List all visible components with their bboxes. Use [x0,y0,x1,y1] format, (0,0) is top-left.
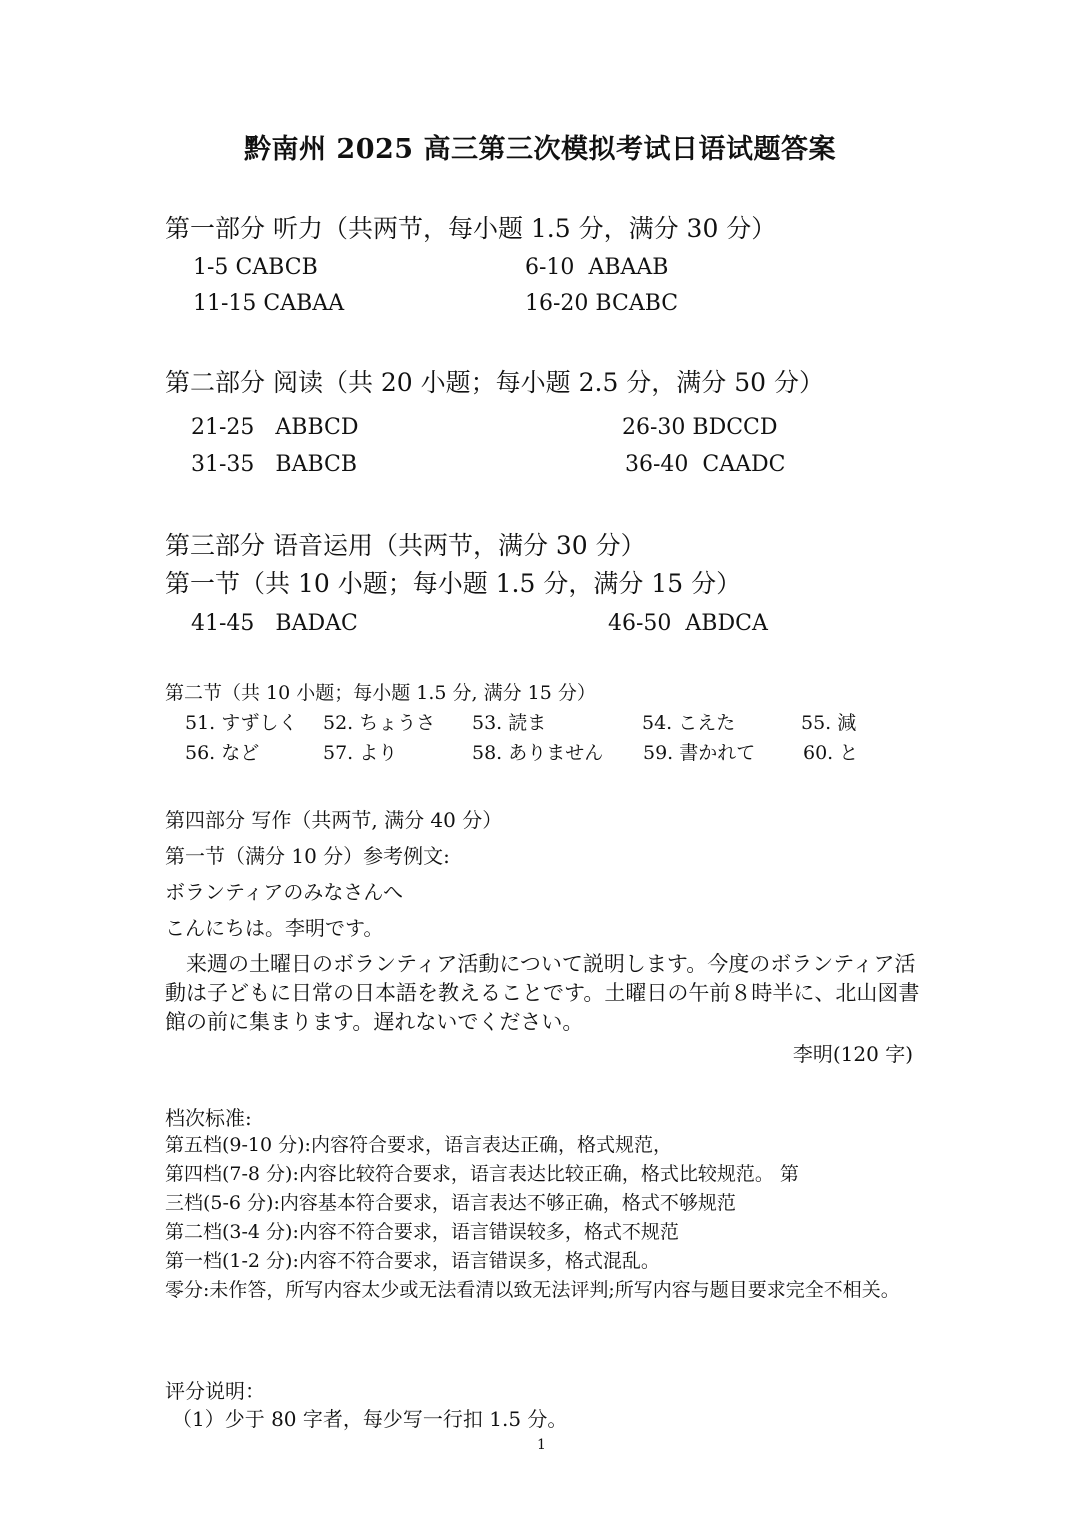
rubric-line-3: 三档(5-6 分):内容基本符合要求，语言表达不够正确，格式不够规范 [165,1192,736,1214]
answer-59: 59. 書かれて [643,742,756,764]
letter-body: 来週の土曜日のボランティア活動について説明します。今度のボランティア活動は子どもに日常の日本語を教えることです。土曜日の午前８時半に、北山図書館の前に集まります。遅れないでください。 [165,952,920,1034]
answer-key: ABDCA [685,611,768,636]
scoring-line-1: （1）少于 80 字者，每少写一行扣 1.5 分。 [172,1407,568,1431]
rubric-line-1: 第一档(1-2 分):内容不符合要求，语言错误多，格式混乱。 [165,1250,660,1272]
part2-heading: 第二部分 阅读（共 20 小题；每小题 2.5 分，满分 50 分） [165,368,825,397]
answer-key: CAADC [702,452,786,477]
answer-58: 58. ありません [472,742,604,764]
rubric-line-2: 第二档(3-4 分):内容不符合要求，语言错误较多，格式不规范 [165,1221,679,1243]
answer-56: 56. など [185,742,260,764]
answer-range: 31-35 [191,452,255,477]
answer-1-5 [193,257,318,279]
answer-41-45 [191,613,358,635]
answer-range: 1-5 [193,255,229,280]
rubric-line-5: 第五档(9-10 分):内容符合要求，语言表达正确，格式规范， [165,1134,672,1156]
page-number: 1 [537,1437,546,1453]
answer-key: BABCB [275,452,358,477]
letter-intro: こんにちは。李明です。 [165,916,384,940]
part3-section1-heading: 第一节（共 10 小题；每小题 1.5 分，满分 15 分） [165,569,742,598]
part1-heading: 第一部分 听力（共两节，每小题 1.5 分，满分 30 分） [165,214,777,243]
part3-section2-heading: 第二节（共 10 小题；每小题 1.5 分, 满分 15 分） [165,682,596,704]
answer-range: 21-25 [191,415,255,440]
answer-26-30 [622,417,778,439]
answer-key: BDCCD [692,415,778,440]
answer-16-20 [525,293,678,315]
answer-range: 11-15 [193,291,257,316]
answer-range: 46-50 [608,611,672,636]
answer-6-10 [525,257,668,279]
answer-range: 26-30 [622,415,686,440]
answer-21-25 [191,417,359,439]
part4-heading: 第四部分 写作（共两节, 满分 40 分） [165,808,503,832]
rubric-line-4: 第四档(7-8 分):内容比较符合要求，语言表达比较正确，格式比较规范。 第 [165,1163,799,1185]
part3-heading: 第三部分 语音运用（共两节，满分 30 分） [165,531,646,560]
answer-range: 16-20 [525,291,589,316]
answer-key: ABAAB [588,255,669,280]
letter-greeting: ボランティアのみなさんへ [165,880,403,904]
document-title: 黔南州 2025 高三第三次模拟考试日语试题答案 [244,134,836,165]
answer-range: 6-10 [525,255,575,280]
answer-key: ABBCD [275,415,359,440]
answer-range: 41-45 [191,611,255,636]
answer-55: 55. 減 [801,712,857,734]
answer-key: CABCB [235,255,318,280]
answer-53: 53. 読ま [472,712,547,734]
answer-36-40 [625,454,786,476]
answer-51: 51. すずしく [185,712,298,734]
letter-signature: 李明(120 字) [792,1042,913,1066]
answer-31-35 [191,454,357,476]
scoring-heading: 评分说明： [165,1379,265,1403]
answer-key: BCABC [595,291,679,316]
rubric-line-zero: 零分:未作答，所写内容太少或无法看清以致无法评判;所写内容与题目要求完全不相关。 [165,1279,900,1301]
answer-key: BADAC [275,611,358,636]
answer-54: 54. こえた [642,712,736,734]
answer-60: 60. と [803,742,859,764]
answer-11-15 [193,293,344,315]
rubric-heading: 档次标准: [165,1106,252,1130]
answer-52: 52. ちょうさ [323,712,436,734]
answer-46-50 [608,613,768,635]
answer-range: 36-40 [625,452,689,477]
answer-key: CABAA [263,291,345,316]
answer-57: 57. より [323,742,398,764]
part4-section1-heading: 第一节（满分 10 分）参考例文: [165,844,450,868]
